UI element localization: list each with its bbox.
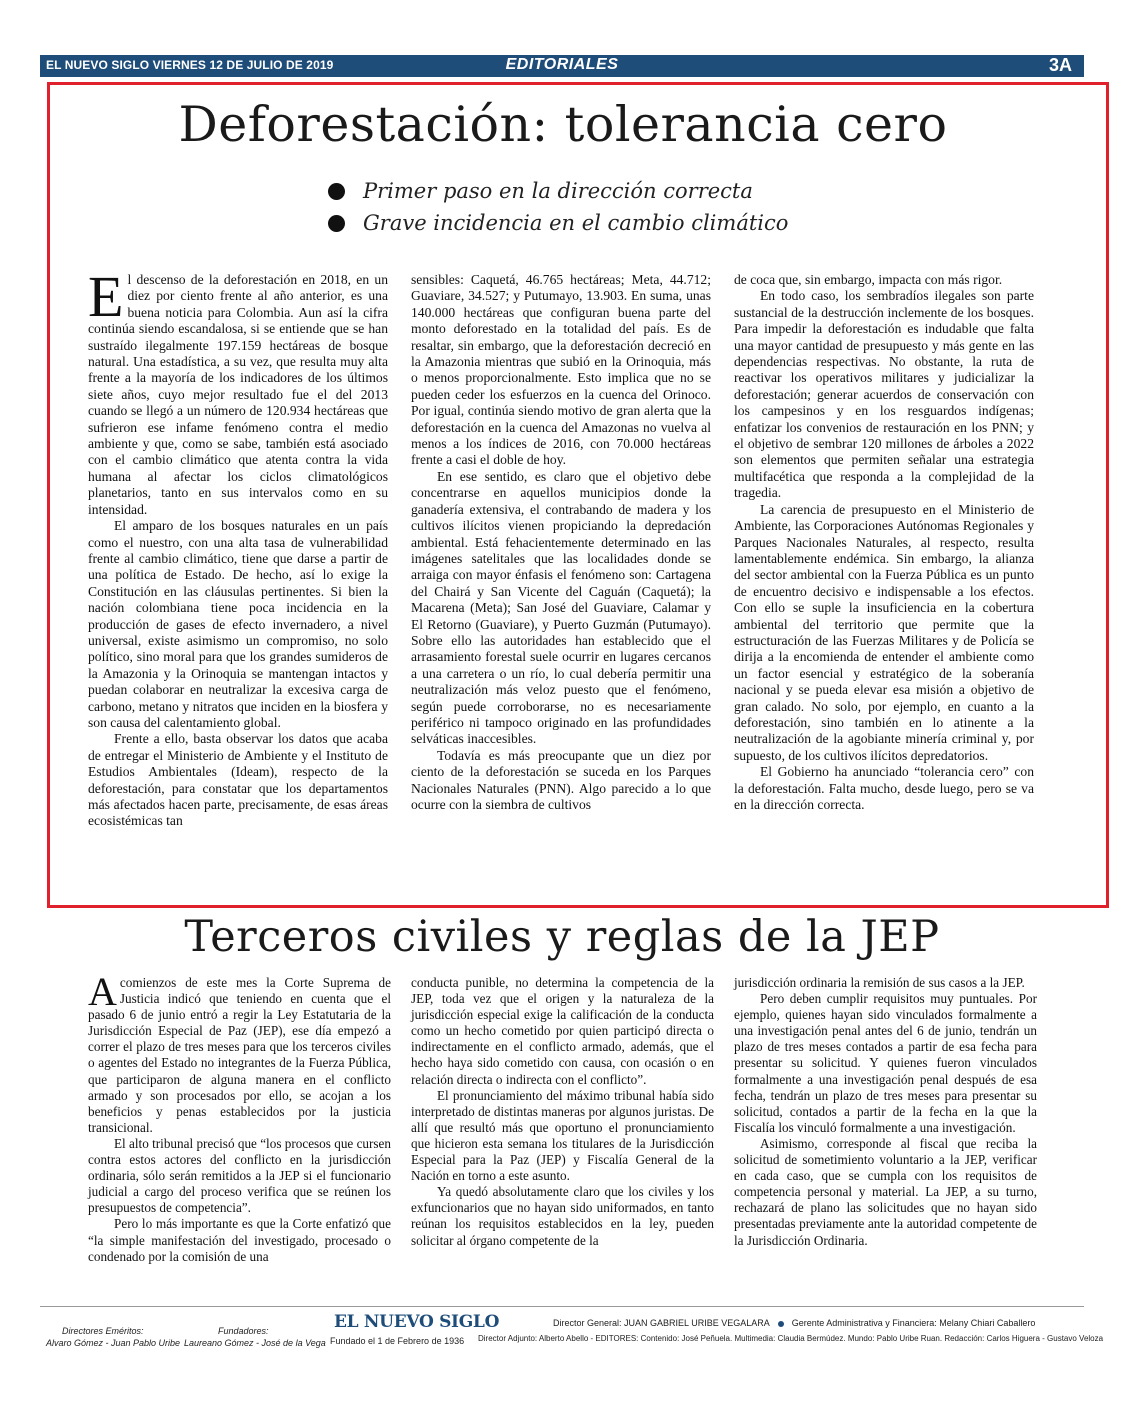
editorial2-column-3 bbox=[734, 975, 1037, 1249]
paper-date: EL NUEVO SIGLO VIERNES 12 DE JULIO DE 2019 bbox=[46, 58, 334, 72]
page-header-band bbox=[40, 55, 1084, 77]
editorial2-column-2 bbox=[411, 975, 714, 1249]
paragraph: El alto tribunal precisó que “los procesos que cursen contra estos actores del conflicto en la jurisdicción ordinaria, sólo serán remitidos a la JEP si el funcionario judicial a cargo del proceso verifica que se reúnen los presupuestos de competencia”. bbox=[88, 1135, 391, 1216]
editorial2-title: Terceros civiles y reglas de la JEP bbox=[184, 912, 940, 962]
paragraph: La carencia de presupuesto en el Ministerio de Ambiente, las Corporaciones Autónomas Regionales y Parques Nacionales Naturales, al respecto, resulta lamentablemente endémica. Sin embargo, la alianza del sector ambiental con la Fuerza Pública es un punto de encuentro decisivo e indispensable a los efectos. Con ello se suple la insuficiencia en la cobertura ambiental del territorio que permite que la estructuración de las Fuerzas Militares y de Policía se dirija a la encomienda de entender el ambiente como un factor esencial y estratégico de la soberanía nacional y se pueda elevar esa misión a objetivo de gran calado. No solo, por ejemplo, en cuanto a la deforestación, sino también en lo atinente a la neutralización de la agobiante minería criminal y, por supuesto, de los cultivos ilícitos depredatorios. bbox=[734, 501, 1034, 763]
paragraph: A comienzos de este mes la Corte Suprema de Justicia indicó que teniendo en cuenta que el pasado 6 de junio entró a regir la Ley Estatutaria de la Jurisdicción Especial de Paz (JEP), ese día empezó a correr el plazo de tres meses para que los terceros civiles o agentes del Estado no integrantes de la Fuerza Pública, que participaron de alguna manera en el conflicto armado y son procesados por ello, se acojan a los beneficios y penas establecidos por la justicia transicional. bbox=[88, 969, 391, 1135]
paragraph: Pero deben cumplir requisitos muy puntuales. Por ejemplo, quienes hayan sido vinculados formalmente a una investigación penal antes del 6 de junio, tendrán un plazo de tres meses contados a partir de esa fecha para presentar su solicitud. Y quienes fueron vinculados formalmente a una investigación penal después de esa fecha, tendrán un plazo de tres meses para presentar su solicitud, contados a partir de la fecha en la que la Fiscalía los vinculó formalmente a una investigación. bbox=[734, 991, 1037, 1135]
paragraph: En ese sentido, es claro que el objetivo debe concentrarse en aquellos municipios donde la ganadería extensiva, el contrabando de madera y los cultivos ilícitos vienen propiciando la depredación ambiental. Está fehacientemente determinado en las imágenes satelitales que las localidades donde se arraiga con mayor énfasis el fenómeno son: Cartagena del Chairá y San Vicente del Caguán (Caquetá); la Macarena (Meta); San José del Guaviare, Calamar y El Retorno (Guaviare), y Puerto Guzmán (Putumayo). Sobre ello las autoridades han establecido que el arrasamiento forestal suele ocurrir en lugares cercanos a una carretera o un río, lo cual debería permitir una neutralización más veloz puesto que el fenómeno, según puede corroborarse, no es necesariamente periférico ni tampoco originado en las profundidades selváticas inaccesibles. bbox=[411, 468, 711, 747]
paragraph: El Gobierno ha anunciado “tolerancia cero” con la deforestación. Falta mucho, desde luego, pero se va en la dirección correcta. bbox=[734, 764, 1034, 812]
founded-date: Fundado el 1 de Febrero de 1936 bbox=[330, 1336, 465, 1346]
paragraph: En todo caso, los sembradíos ilegales son parte sustancial de la destrucción inclemente de los bosques. Para impedir la deforestación es indudable que falta una mayor cantidad de presupuesto y más gente en las dependencias respectivas. No obstante, la ruta de reactivar los operativos militares y judicializar la deforestación; generar acuerdos de conservación con los campesinos y en los resguardos indígenas; enfatizar los convenios de restauración en los PNN; y el objetivo de sembrar 120 millones de árboles a 2022 son elementos que permiten señalar una estrategia multifacética que responda a la complejidad de la tragedia. bbox=[734, 288, 1034, 501]
paragraph: Ya quedó absolutamente claro que los civiles y los exfuncionarios que no hayan sido uniformados, en tanto reúnan los requisitos establecidos en la ley, pueden solicitar al órgano competente de la bbox=[411, 1184, 714, 1248]
footer-management bbox=[553, 1318, 1035, 1328]
gerente: Gerente Administrativa y Financiera: Melany Chiari Caballero bbox=[791, 1318, 1036, 1328]
editorial1-bullets bbox=[328, 175, 788, 239]
directores-label: Directores Eméritos: bbox=[62, 1326, 144, 1336]
editorial1-title: Deforestación: tolerancia cero bbox=[178, 96, 948, 153]
editorial1-column-2 bbox=[411, 272, 711, 813]
footer-divider bbox=[40, 1306, 1084, 1307]
drop-cap: E bbox=[88, 264, 124, 329]
bullet-item bbox=[328, 207, 788, 239]
page-number: 3A bbox=[1048, 55, 1072, 75]
paragraph: El descenso de la deforestación en 2018, en un diez por ciento frente al año anterior, es una buena noticia para Colombia. Aun así la cifra continúa siendo escandalosa, si se entiende que se han sustraído ilegalmente 197.159 hectáreas de bosque natural. Una estadística, a su vez, que resulta muy alta frente a la mayoría de los indicadores de los últimos siete años, cuyo mejor resultado fue el del 2013 cuando se llegó a un número de 120.934 hectáreas que sufrieron ese infame fenómeno contra el medio ambiente y que, como se sabe, también está asociado con el cambio climático que atenta contra la vida humana al afectar los ciclos climatológicos planetarios, tanto en sus intervalos como en su intensidad. bbox=[88, 264, 388, 517]
paragraph: de coca que, sin embargo, impacta con más rigor. bbox=[734, 272, 1003, 287]
bullet-text: Primer paso en la dirección correcta bbox=[363, 179, 753, 203]
paragraph: conducta punible, no determina la competencia de la JEP, toda vez que el origen y la naturaleza de la jurisdicción especial exige la calificación de la conducta como un hecho cometido por quien participó directa o indirectamente en el conflicto armado, además, que el hecho haya sido cometido con causa, con ocasión o en relación directa o indirecta con el conflicto”. bbox=[411, 975, 714, 1087]
paragraph: El pronunciamiento del máximo tribunal había sido interpretado de distintas maneras por algunos juristas. De allí que resultó más que oportuno el pronunciamiento que hicieron esta semana los titulares de la Jurisdicción Especial para la Paz (JEP) y Fiscalía General de la Nación en torno a este asunto. bbox=[411, 1087, 714, 1184]
newspaper-logo: EL NUEVO SIGLO bbox=[334, 1312, 500, 1332]
director-general: Director General: JUAN GABRIEL URIBE VEGALARA bbox=[553, 1318, 770, 1328]
paragraph: El amparo de los bosques naturales en un país como el nuestro, con una alta tasa de vulnerabilidad frente al cambio climático, tiene que darse a partir de una política de Estado. De hecho, así lo exige la Constitución en las cláusulas pertinentes. Si bien la nación colombiana tiene poca incidencia en la producción de gases de efecto invernadero, a nivel universal, existe asimismo un compromiso, no solo político, sino moral para que los grandes sumideros de la Amazonia y la Orinoquia se mantengan intactos y puedan colaborar en neutralizar la excesiva carga de carbono, metano y nitratos que inciden en la biosfera y son causa del calentamiento global. bbox=[88, 518, 388, 730]
bullet-dot-icon bbox=[328, 215, 345, 232]
fundadores-names: Laureano Gómez - José de la Vega bbox=[184, 1338, 326, 1348]
separator-dot-icon bbox=[778, 1321, 784, 1327]
bullet-text: Grave incidencia en el cambio climático bbox=[363, 211, 789, 235]
editorial1-column-3 bbox=[734, 272, 1034, 813]
paragraph: Frente a ello, basta observar los datos que acaba de entregar el Ministerio de Ambiente y el Instituto de Estudios Ambientales (Ideam), respecto de la deforestación, para constatar que los departamentos más afectados hacen parte, precisamente, de esas áreas ecosistémicas tan bbox=[88, 731, 388, 829]
paragraph: Asimismo, corresponde al fiscal que reciba la solicitud de sometimiento voluntario a la JEP, verificar en cada caso, que se cumpla con los requisitos de competencia personal y material. La JEP, a su turno, rechazará de plano las solicitudes que no hayan sido presentadas previamente ante la autoridad competente de la Jurisdicción Ordinaria. bbox=[734, 1135, 1037, 1248]
editorial2-column-1 bbox=[88, 969, 391, 1265]
paragraph: sensibles: Caquetá, 46.765 hectáreas; Meta, 44.712; Guaviare, 34.527; y Putumayo, 13.903. En suma, unas 140.000 hectáreas que configuran buena parte del monto deforestado en la totalidad del país. Es de resaltar, sin embargo, que la deforestación decreció en la Amazonia mientras que subió en la Orinoquia, más o menos proporcionalmente. Esto implica que no se pueden ceder los esfuerzos en la cuenca del Orinoco. Por igual, continúa siendo motivo de gran alerta que la deforestación en la cuenca del Amazonas no vuelva al menos a los índices de 2016, con 70.000 hectáreas frente a casi el doble de hoy. bbox=[411, 272, 711, 468]
paragraph: jurisdicción ordinaria la remisión de sus casos a la JEP. bbox=[734, 975, 1025, 990]
fundadores-label: Fundadores: bbox=[218, 1326, 269, 1336]
section-title: EDITORIALES bbox=[505, 56, 619, 73]
bullet-dot-icon bbox=[328, 183, 345, 200]
paragraph: Pero lo más importante es que la Corte enfatizó que “la simple manifestación del investigado, procesado o condenado por la comisión de una bbox=[88, 1216, 391, 1264]
paragraph: Todavía es más preocupante que un diez por ciento de la deforestación se suceda en los Parques Nacionales Naturales (PNN). Algo parecido a lo que ocurre con la siembra de cultivos bbox=[411, 747, 711, 812]
bullet-item bbox=[328, 175, 788, 207]
editorial1-column-1 bbox=[88, 264, 388, 830]
footer-editors: Director Adjunto: Alberto Abello - EDITORES: Contenido: José Peñuela. Multimedia: Claudia Bermúdez. Mundo: Pablo Uribe Ruan. Redacción: Carlos Higuera - Gustavo Veloza bbox=[478, 1334, 1104, 1343]
directores-names: Alvaro Gómez - Juan Pablo Uribe bbox=[46, 1338, 181, 1348]
drop-cap: A bbox=[88, 969, 117, 1014]
